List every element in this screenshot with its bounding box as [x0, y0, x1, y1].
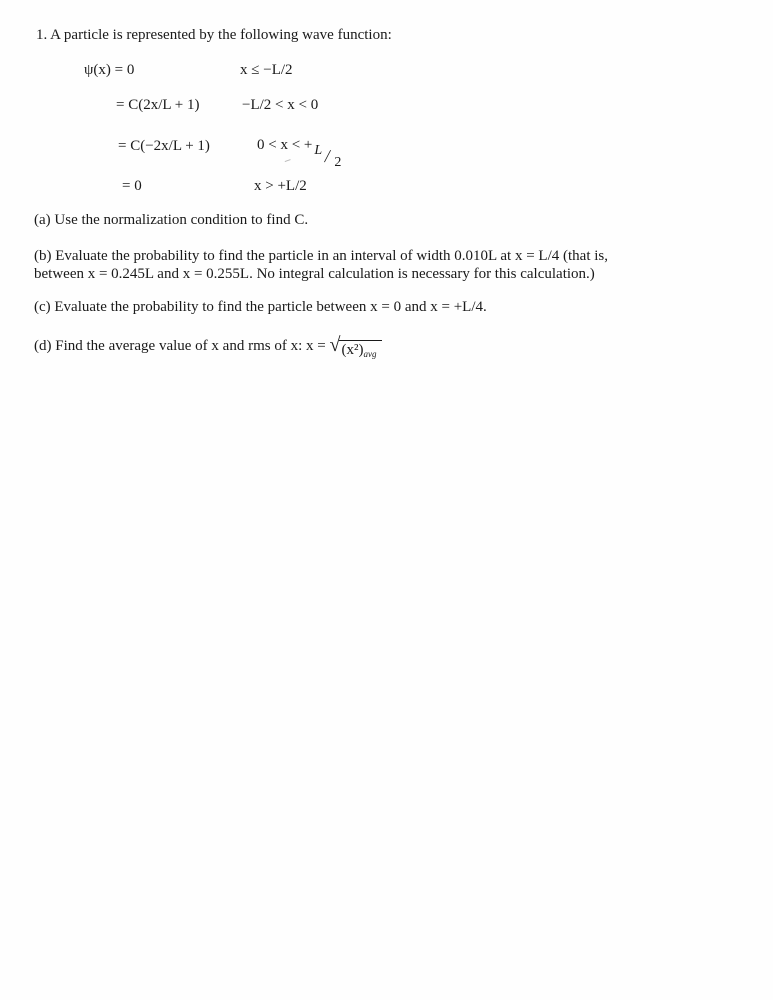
equation-4-lhs: = 0	[122, 178, 142, 194]
avg-subscript: avg	[363, 349, 377, 359]
fraction-numerator: L	[314, 143, 323, 158]
equation-1-lhs: ψ(x) = 0	[84, 62, 135, 78]
fraction-slash: /	[323, 146, 333, 166]
equation-1-condition: x ≤ −L/2	[240, 62, 293, 78]
part-d-prefix: (d) Find the average value of x and rms of x: x =	[34, 338, 326, 354]
equation-3-condition	[257, 137, 342, 170]
pen-mark	[285, 159, 292, 164]
equation-3-condition-prefix: 0 < x < +	[257, 137, 313, 153]
part-d-text	[34, 334, 382, 364]
fraction-denominator: 2	[334, 155, 342, 170]
part-a-text: (a) Use the normalization condition to find C.	[34, 212, 309, 228]
part-b-text-line-2: between x = 0.245L and x = 0.255L. No integral calculation is necessary for this calculation.)	[34, 266, 595, 282]
problem-title: 1. A particle is represented by the following wave function:	[36, 27, 392, 43]
equation-2-lhs: = C(2x/L + 1)	[116, 97, 200, 113]
equation-4-condition: x > +L/2	[254, 178, 307, 194]
square-root-radicand	[339, 340, 382, 364]
part-b-text-line-1: (b) Evaluate the probability to find the particle in an interval of width 0.010L at x = L/4 (that is,	[34, 248, 608, 264]
equation-2-condition: −L/2 < x < 0	[242, 97, 319, 113]
rms-square-root	[329, 334, 382, 364]
square-root-icon: √	[329, 334, 341, 356]
part-c-text: (c) Evaluate the probability to find the particle between x = 0 and x = +L/4.	[34, 299, 487, 315]
radicand-expression: (x²)	[341, 342, 364, 358]
equation-3-lhs: = C(−2x/L + 1)	[118, 138, 210, 154]
